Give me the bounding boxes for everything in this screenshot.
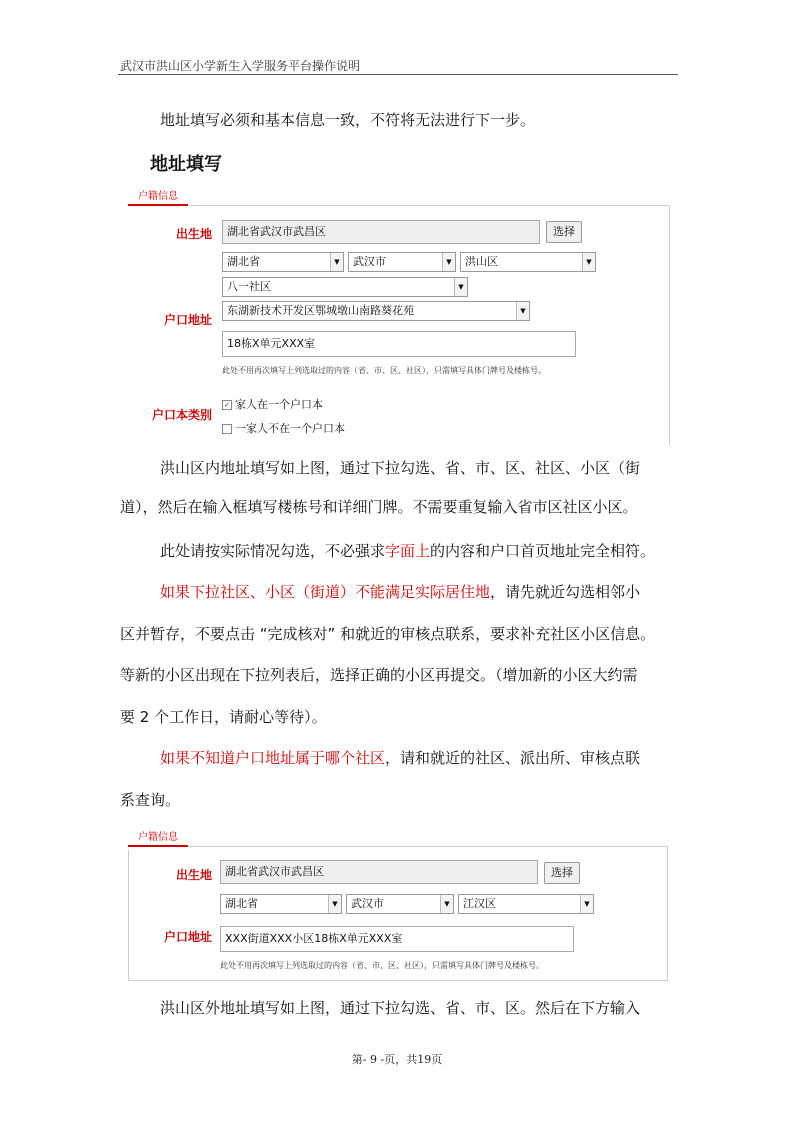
- district-value: 江汉区: [463, 897, 496, 910]
- detail-address-input[interactable]: XXX街道XXX小区18栋X单元XXX室: [220, 926, 574, 952]
- para3-line4: 要 2 个工作日，请耐心等待）。: [120, 708, 327, 726]
- para3-red: 如果下拉社区、小区（街道）不能满足实际居住地: [160, 583, 491, 601]
- birthplace-input[interactable]: 湖北省武汉市武昌区: [220, 860, 538, 884]
- hukou-address-label: 户口地址: [163, 930, 212, 944]
- panel-top-border: [190, 205, 670, 206]
- detail-address-input[interactable]: 18栋X单元XXX室: [222, 331, 576, 357]
- tab-household-info[interactable]: 户籍信息: [128, 828, 188, 847]
- chevron-down-icon: ▼: [580, 895, 593, 913]
- para2: [160, 541, 716, 561]
- intro-text: 地址填写必须和基本信息一致，不符将无法进行下一步。: [160, 111, 536, 129]
- chevron-down-icon: ▼: [440, 895, 453, 913]
- address-hint: 此处不用再次填写上列选取过的内容（省、市、区、社区），只需填写具体门牌号及楼栋号。: [220, 961, 544, 970]
- para4-post: ，请和就近的社区、派出所、审核点联: [385, 749, 641, 767]
- community-select[interactable]: [222, 277, 468, 297]
- para3-post: ，请先就近勾选相邻小: [490, 583, 641, 601]
- city-select[interactable]: [348, 252, 456, 272]
- city-value: 武汉市: [353, 255, 386, 268]
- chevron-down-icon: ▼: [442, 253, 455, 271]
- address-hint: 此处不用再次填写上列选取过的内容（省、市、区、社区），只需填写具体门牌号及楼栋号。: [222, 366, 546, 375]
- panel-right-border: [669, 205, 670, 445]
- checkbox-icon: [222, 424, 232, 434]
- community-value: 八一社区: [227, 280, 271, 293]
- para1-line2: 道），然后在输入框填写楼栋号和详细门牌。不需要重复输入省市区社区小区。: [120, 498, 638, 516]
- chevron-down-icon: ▼: [582, 253, 595, 271]
- panel-left-border: [128, 850, 129, 980]
- option-diff-hukou-label: 一家人不在一个户口本: [235, 422, 345, 435]
- chevron-down-icon: ▼: [454, 278, 467, 296]
- birthplace-input[interactable]: 湖北省武汉市武昌区: [222, 220, 540, 244]
- province-value: 湖北省: [225, 897, 258, 910]
- district-value: 洪山区: [465, 255, 498, 268]
- para2-red: 字面上: [385, 542, 431, 560]
- city-select[interactable]: [346, 894, 454, 914]
- district-select[interactable]: [460, 252, 596, 272]
- panel-right-border: [667, 846, 668, 980]
- section-title: 地址填写: [150, 154, 222, 175]
- para2-post: 的内容和户口首页地址完全相符。: [430, 542, 656, 560]
- panel-top-border: [190, 846, 668, 847]
- para4-red: 如果不知道户口地址属于哪个社区: [160, 749, 386, 767]
- para2-pre: 此处请按实际情况勾选，不必强求: [160, 542, 386, 560]
- chevron-down-icon: ▼: [328, 895, 341, 913]
- para5: 洪山区外地址填写如上图，通过下拉勾选、省、市、区。然后在下方输入: [160, 999, 641, 1017]
- para4-line2: 系查询。: [120, 791, 181, 809]
- chevron-down-icon: ▼: [330, 253, 343, 271]
- page-footer: 第- 9 -页，共19页: [351, 1053, 443, 1066]
- province-select[interactable]: [220, 894, 342, 914]
- option-same-hukou[interactable]: [222, 396, 323, 412]
- para1-line1: 洪山区内地址填写如上图，通过下拉勾选、省、市、区、社区、小区（街: [160, 459, 641, 477]
- district-select[interactable]: [458, 894, 594, 914]
- para3-line1: [160, 582, 716, 602]
- neighborhood-value: 东湖新技术开发区鄂城墩山南路葵花苑: [227, 304, 414, 317]
- province-value: 湖北省: [227, 255, 260, 268]
- para3-line3: 等新的小区出现在下拉列表后，选择正确的小区再提交。（增加新的小区大约需: [120, 666, 638, 684]
- page-header: 武汉市洪山区小学新生入学服务平台操作说明: [120, 59, 361, 73]
- option-diff-hukou[interactable]: [222, 420, 345, 436]
- province-select[interactable]: [222, 252, 344, 272]
- birthplace-label: 出生地: [175, 227, 212, 241]
- chevron-down-icon: ▼: [516, 302, 529, 320]
- neighborhood-select[interactable]: [222, 301, 530, 321]
- hukou-category-label: 户口本类别: [151, 408, 212, 422]
- panel-bottom-border: [128, 980, 668, 981]
- checkbox-checked-icon: ✓: [222, 400, 232, 410]
- option-same-hukou-label: 家人在一个户口本: [235, 398, 323, 411]
- header-rule: [118, 74, 678, 75]
- birthplace-label: 出生地: [175, 868, 212, 882]
- birthplace-select-button[interactable]: 选择: [544, 862, 580, 884]
- hukou-address-label: 户口地址: [163, 313, 212, 327]
- tab-household-info[interactable]: 户籍信息: [128, 187, 188, 206]
- city-value: 武汉市: [351, 897, 384, 910]
- para3-line2: 区并暂存，不要点击 “完成核对” 和就近的审核点联系，要求补充社区小区信息。: [120, 625, 656, 643]
- birthplace-select-button[interactable]: 选择: [546, 221, 582, 243]
- para4-line1: [160, 748, 716, 768]
